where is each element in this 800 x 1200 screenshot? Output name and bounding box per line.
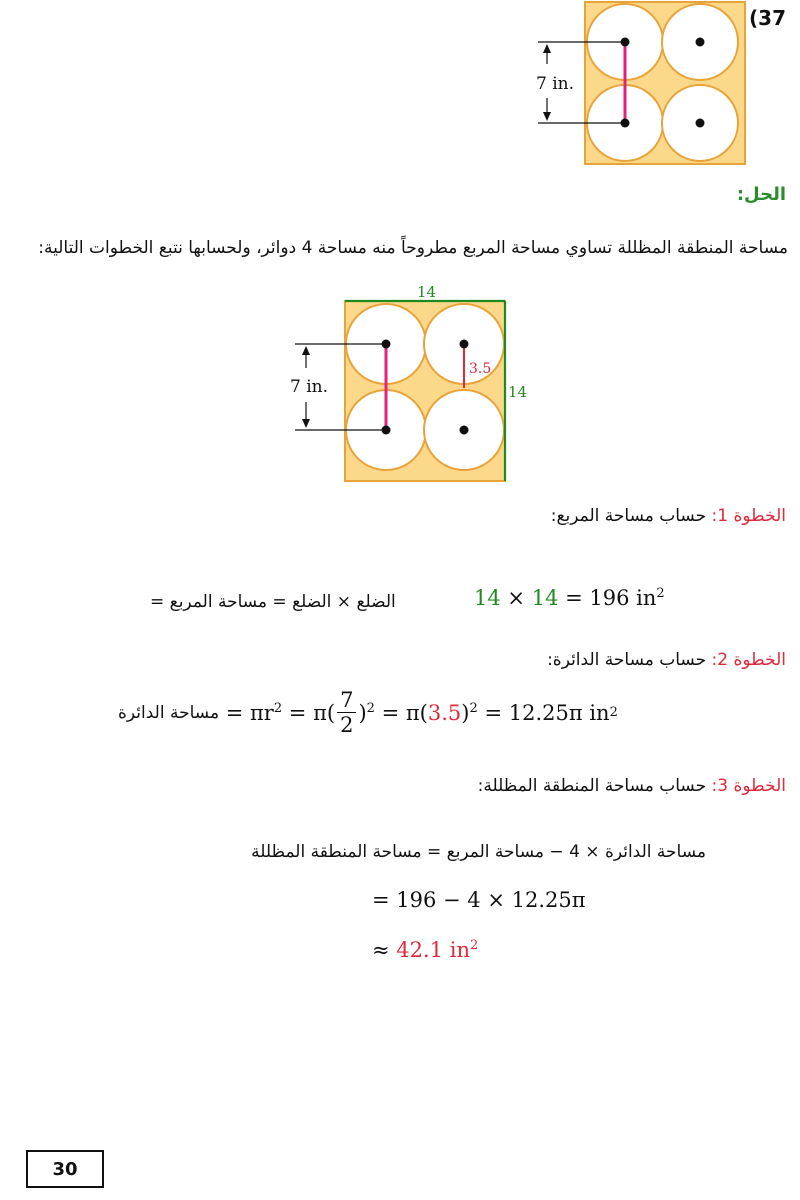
top-side-label: 14 [417, 283, 437, 301]
step3-text: حساب مساحة المنطقة المظللة: [477, 776, 707, 796]
step1-label: الخطوة 1: [711, 506, 786, 526]
solution-heading: الحل: [736, 184, 786, 205]
step3-label: الخطوة 3: [711, 776, 786, 796]
step2-equation: مساحة الدائرة = $\pi r^2 = \pi$( $\frac{7}{2}$ )$^2$ = π( 3.5 )$^2$ = 12.25π in 2 [118, 688, 618, 737]
page-number: 30 [26, 1150, 104, 1188]
right-side-label: 14 [508, 383, 528, 401]
step1-text: حساب مساحة المربع: [550, 506, 707, 526]
step1-equation: = الضلع × الضلع = مساحة المربع [150, 592, 396, 612]
step3-heading [478, 776, 786, 796]
question-number: (37 [749, 6, 786, 30]
circle-area-term: مساحة الدائرة [118, 702, 220, 723]
radius-value: 3.5 [427, 700, 462, 725]
step1-equation-values: 14 × 14 = 196 $in^2$ [474, 586, 665, 610]
step2-label: الخطوة 2: [711, 650, 786, 670]
step1-result: = 196 in [565, 586, 657, 610]
radius-label: 3.5 [469, 361, 492, 377]
side-a: 14 [474, 586, 501, 610]
figure-labeled-square [268, 278, 538, 488]
step3-line1: مساحة الدائرة × 4 − مساحة المربع = مساحة المنطقة المظللة [251, 842, 706, 862]
dimension-label: 7 in. [536, 74, 575, 94]
step3-line2: = 196 − 4 × 12.25π [372, 888, 586, 912]
step2-heading [547, 650, 786, 670]
figure-circles-in-square [500, 0, 750, 170]
step3-line3: ≈ 42.1 $in^2$ [372, 938, 479, 962]
dimension-label: 7 in. [290, 377, 329, 397]
intro-paragraph: مساحة المنطقة المظللة تساوي مساحة المربع مطروحاً منه مساحة 4 دوائر، ولحسابها نتبع الخطوات التالية: [38, 238, 788, 258]
step2-text: حساب مساحة الدائرة: [547, 650, 707, 670]
step2-result: = 12.25π in [484, 700, 610, 725]
side-b: 14 [531, 586, 559, 610]
step1-heading [551, 506, 786, 526]
fraction: $\frac{7}{2}$ [337, 688, 356, 737]
final-answer: 42.1 in [396, 938, 470, 962]
